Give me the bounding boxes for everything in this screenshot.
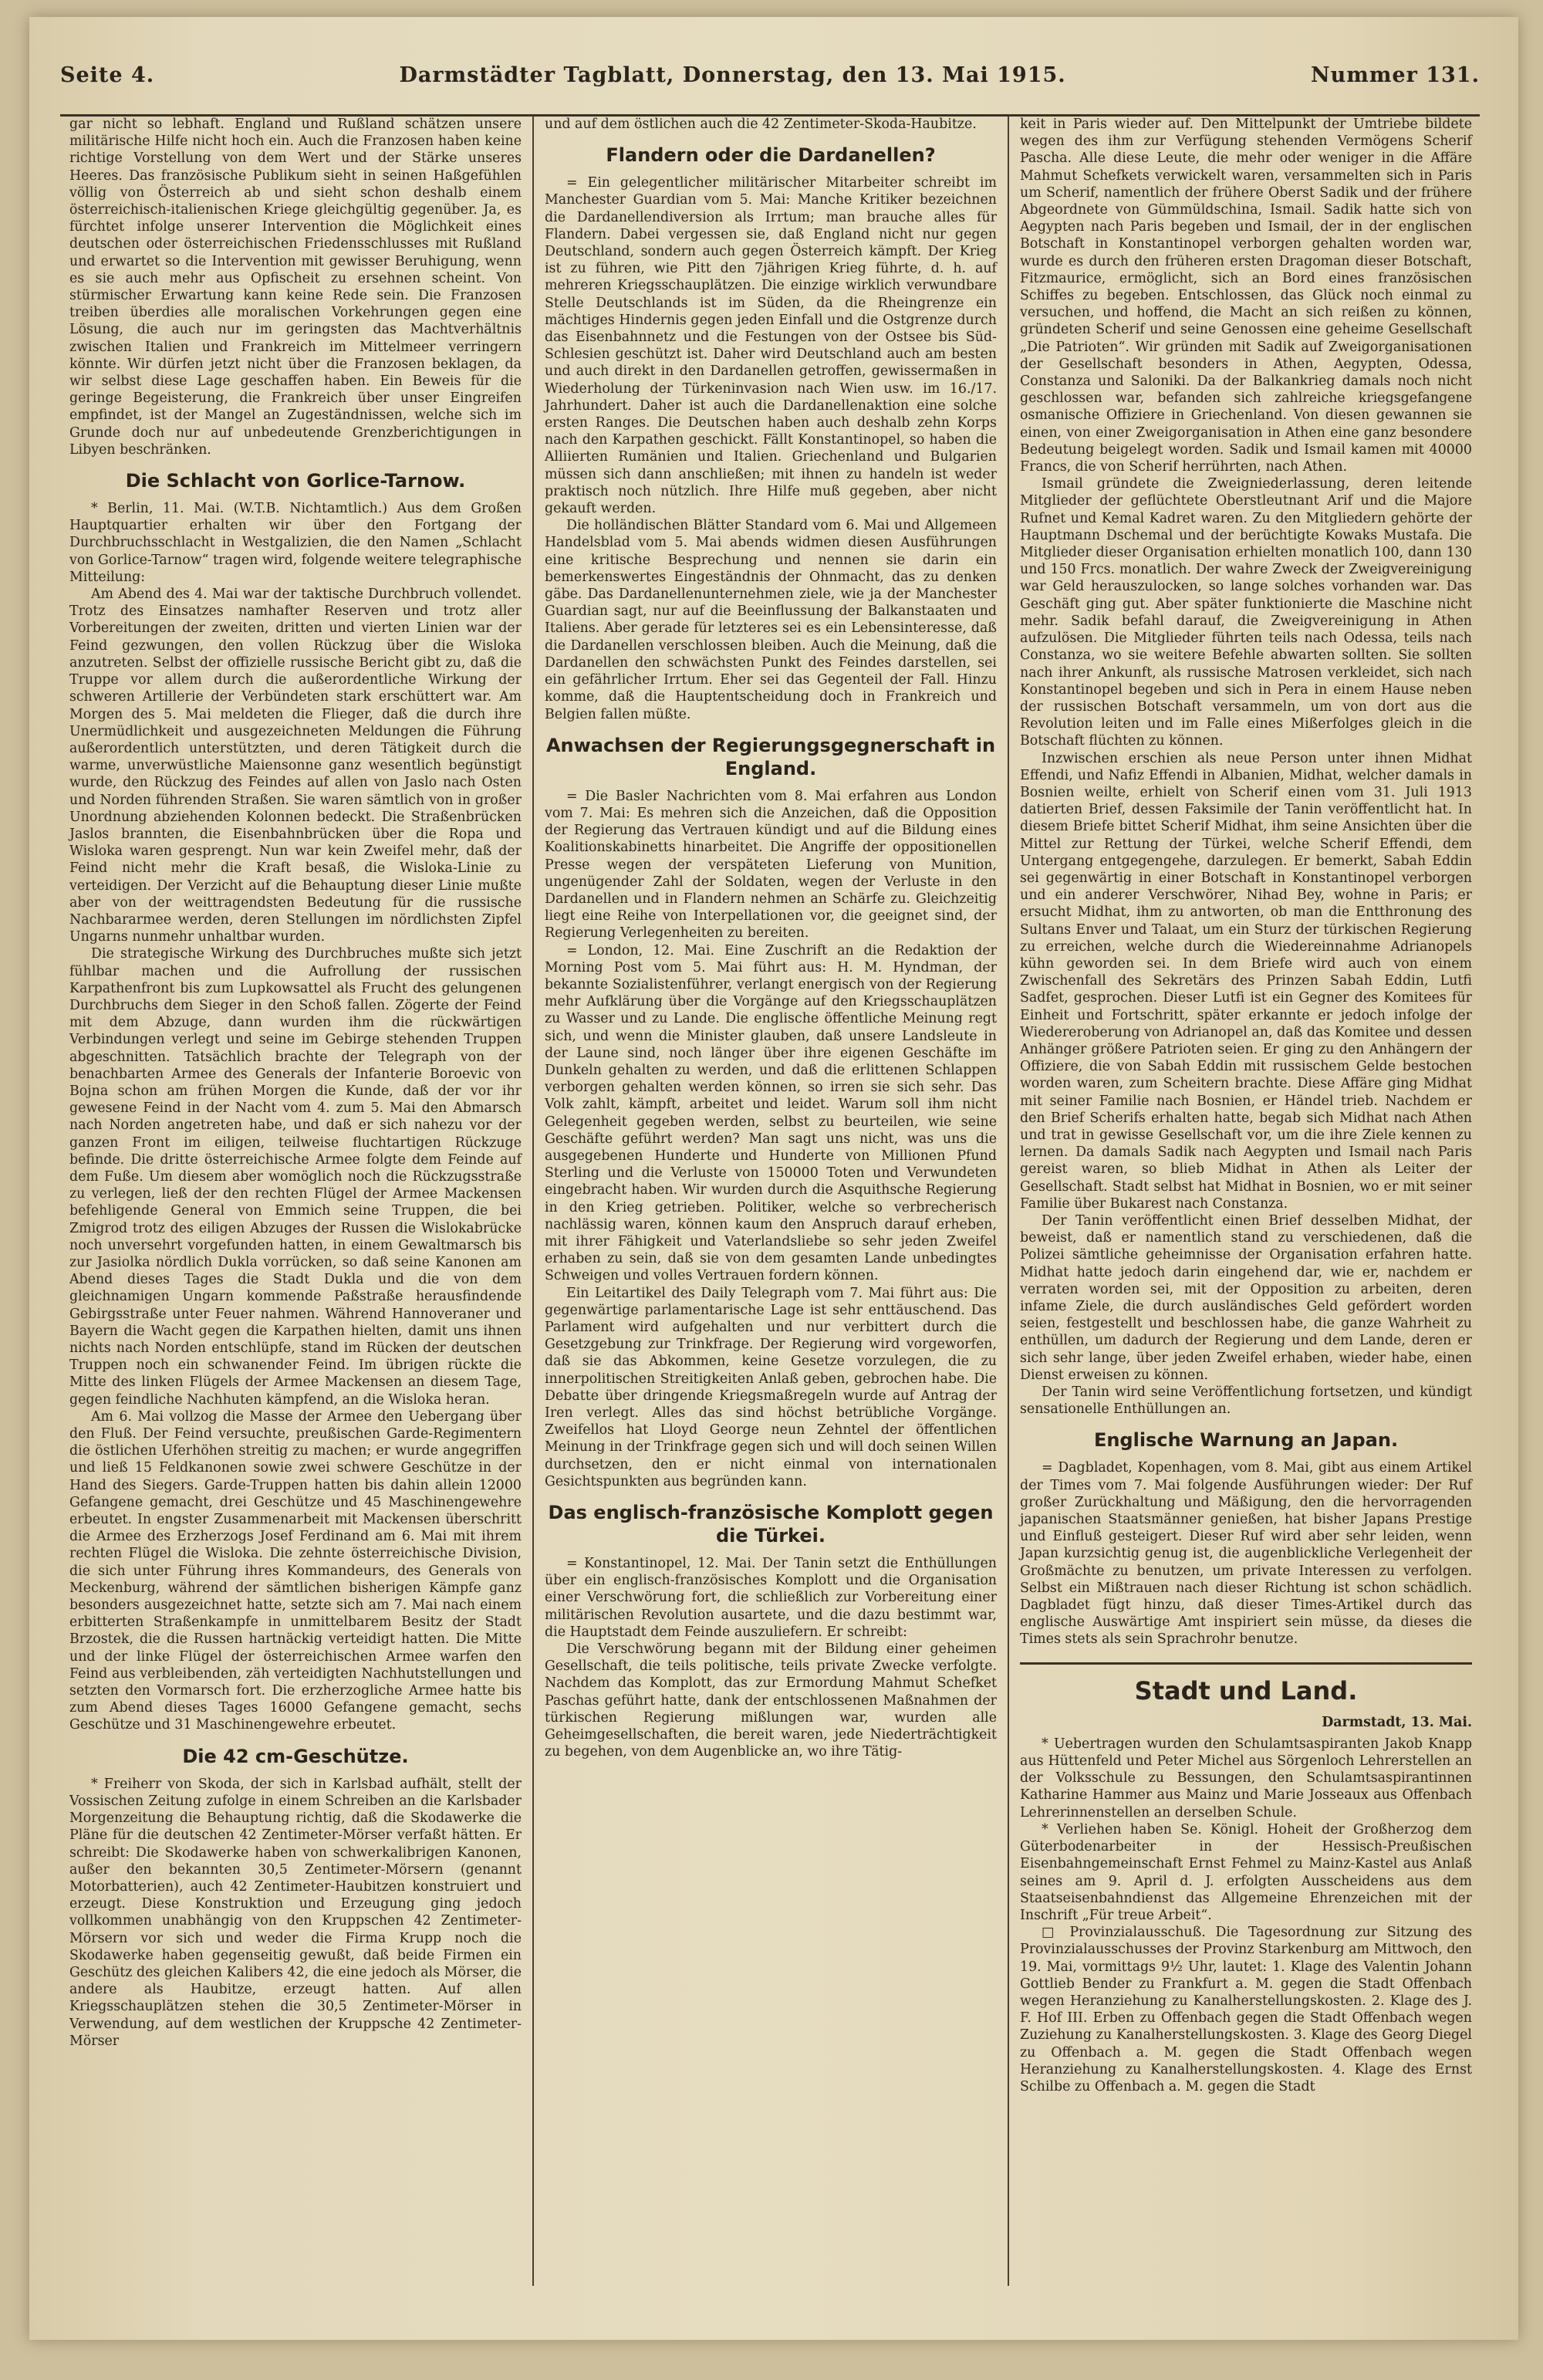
article-paragraph: Ismail gründete die Zweigniederlassung, deren leitende Mitglieder der geflüchtete Oberstleutnant Arif und die Majore Rufnet und Kemal Kadret waren. Zu den Mitgliedern gehörte der Hauptmann Dschemal und der berüchtigte Kowaks Mustafa. Die Mitglieder dieser Organisation erhielten monatlich 100, dann 130 und 150 Frcs. monatlich. Der wahre Zweck der Zweigvereinigung war Geld herauszulocken, so lange solches vorhanden war. Das Geschäft ging gut. Aber später funktionierte die Maschine nicht mehr. Sadik befahl darauf, die Zweigvereinigung in Athen aufzulösen. Die Mitglieder führten teils nach Odessa, teils nach Constanza, wo sie weitere Befehle abwarten sollten. Sie sollten nach ihrer Ankunft, als russische Matrosen verkleidet, sich nach Konstantinopel begeben und sich in Pera in einem Hause neben der russischen Botschaft versammeln, um von dort aus die Revolution leiten und im Falle eines Mißerfolges gleich in die Botschaft flüchten zu können. [1020, 476, 1472, 749]
article-paragraph: Der Tanin wird seine Veröffentlichung fortsetzen, und kündigt sensationelle Enthüllungen an. [1020, 1384, 1472, 1418]
page-number: Seite 4. [60, 63, 155, 87]
dateline: Darmstadt, 13. Mai. [1322, 1714, 1472, 1730]
article-paragraph: = Die Basler Nachrichten vom 8. Mai erfahren aus London vom 7. Mai: Es mehren sich die Anzeichen, daß die Opposition der Regierung das Vertrauen kündigt und auf die Bildung eines Koalitionskabinetts hinarbeitet. Die Angriffe der oppositionellen Presse wegen der verspäteten Lieferung von Munition, ungenügender Zahl der Soldaten, wegen der Verluste in den Dardanellen und in Flandern nehmen an Schärfe zu. Gleichzeitig liegt eine Reihe von Interpellationen vor, die geeignet sind, der Regierung Verlegenheiten zu bereiten. [545, 788, 997, 942]
headline-japan: Englische Warnung an Japan. [1093, 1429, 1399, 1452]
issue-number: Nummer 131. [1310, 63, 1480, 87]
page-header [60, 63, 1480, 117]
article-paragraph: Am 6. Mai vollzog die Masse der Armee den Uebergang über den Fluß. Der Feind versuchte, preußischen Garde-Regimentern die östlichen Uferhöhen streitig zu machen; er wurde angegriffen und ließ 15 Feldkanonen sowie zwei schwere Geschütze in der Hand des Siegers. Garde-Truppen hatten bis dahin allein 12000 Gefangene gemacht, drei Geschütze und 45 Maschinengewehre erbeutet. In engster Zusammenarbeit mit Mackensen überschritt die Armee des Erzherzogs Josef Ferdinand am 6. Mai mit ihrem rechten Flügel die Wisloka. Die zehnte österreichische Division, die sich unter Führung ihres Kommandeurs, des Generals von Meckenburg, während der sämtlichen bisherigen Kämpfe ganz besonders ausgezeichnet hatte, setzte sich am 7. Mai nach einem erbitterten Straßenkampfe in unmittelbarem Besitz der Stadt Brzostek, die die Russen hartnäckig verteidigt hatten. Die Mitte und der linke Flügel der österreichischen Armee warfen den Feind aus verbleibenden, zäh verteidigten Nachhutstellungen und setzten den Vormarsch fort. Die erzherzogliche Armee hatte bis zum Abend dieses Tages 16000 Gefangene gemacht, sechs Geschütze und 31 Maschinengewehre erbeutet. [69, 1408, 522, 1733]
article-paragraph: * Verliehen haben Se. Königl. Hoheit der Großherzog dem Güterbodenarbeiter in der Hessisch-Preußischen Eisenbahngemeinschaft Ernst Fehmel zu Mainz-Kastel aus Anlaß seines am 9. April d. J. erfolgten Ausscheidens aus dem Staatseisenbahndienst das Allgemeine Ehrenzeichen mit der Inschrift „Für treue Arbeit“. [1020, 1821, 1472, 1923]
headline-skoda: Die 42 cm-Geschütze. [182, 1745, 409, 1767]
masthead: Darmstädter Tagblatt, Donnerstag, den 13. Mai 1915. [399, 63, 1066, 87]
article-paragraph: * Berlin, 11. Mai. (W.T.B. Nichtamtlich.) Aus dem Großen Hauptquartier erhalten wir über den Fortgang der Durchbruchsschlacht in Westgalizien, die den Namen „Schlacht von Gorlice-Tarnow“ tragen wird, folgende weitere telegraphische Mitteilung: [69, 501, 522, 585]
article-paragraph: * Uebertragen wurden den Schulamtsaspiranten Jakob Knapp aus Hüttenfeld und Peter Michel aus Sörgenloch Lehrerstellen an der Volksschule zu Bessungen, den Schulamtsaspirantinnen Katharine Hammer aus Mainz und Marie Josseaux aus Offenbach Lehrerinnenstellen an derselben Schule. [1020, 1736, 1472, 1820]
headline-flandern: Flandern oder die Dardanellen? [606, 144, 936, 167]
article-paragraph: Die holländischen Blätter Standard vom 6. Mai und Allgemeen Handelsblad vom 5. Mai abends widmen diesen Ausführungen eine kritische Besprechung und nennen sie darin ein bemerkenswertes Eingeständnis der Ohnmacht, das zu denken gäbe. Das Dardanellenunternehmen ziele, wie ja der Manchester Guardian sagt, nur auf die Beeinflussung der Balkanstaaten und Italiens. Aber gerade für letzteres sei es ein Lebensinteresse, daß die Dardanellen verschlossen bleiben. Auch die Meinung, daß die Dardanellen den schwächsten Punkt des Feindes darstellen, sei ein gefährlicher Irrtum. Eher sei das Gegenteil der Fall. Hinzu komme, daß die Hauptentscheidung doch in Frankreich und Belgien fallen müßte. [545, 518, 997, 722]
article-paragraph: Inzwischen erschien als neue Person unter ihnen Midhat Effendi, und Nafiz Effendi in Albanien, Midhat, welcher damals in Bosnien weilte, erhielt von Scherif einen vom 31. Juli 1913 datierten Brief, dessen Faksimile der Tanin veröffentlicht hat. In diesem Briefe bittet Scherif Midhat, ihm seine Ansichten über die Mittel zur Rettung der Türkei, welche Scherif Effendi, dem Untergang entgegengehe, darzulegen. Er bemerkt, Sabah Eddin sei gegenwärtig in einer Botschaft in Konstantinopel verborgen und ein anderer Verschwörer, Nihad Bey, wohne in Paris; er ersucht Midhat, ihm zu antworten, ob man die Entthronung des Sultans Enver und Talaat, um ein Sturz der türkischen Regierung zu erreichen, welche durch die Wiedereinnahme Adrianopels kühn geworden sei. In dem Briefe wird auch von einem Zwischenfall des Sekretärs des Prinzen Sabah Eddin, Lutfi Sadfet, gesprochen. Dieser Lutfi ist ein Gegner des Komitees für Einheit und Fortschritt, später erkannte er jedoch infolge der Wiedereroberung von Adrianopel an, daß das Komitee und dessen Anhänger größere Patrioten seien. Er ging zu den Anhängern der Offiziere, die von Sabah Eddin mit russischem Gelde bestochen worden waren, zum Scheitern brachte. Diese Affäre ging Midhat mit seiner Familie nach Bosnien, er Händel trieb. Nachdem er den Brief Scherifs erhalten hatte, begab sich Midhat nach Athen und trat in gewisse Gesellschaft vor, um die ihre Ziele kennen zu lernen. Da damals Sadik nach Aegypten und Ismail nach Paris gereist waren, so blieb Midhat in Athen als Leiter der Gesellschaft. Stadt selbst hat Midhat in Bosnien, wo er mit seiner Familie über Bukarest nach Constanza. [1020, 750, 1472, 1212]
section-title-stadt-und-land: Stadt und Land. [1020, 1662, 1472, 1706]
article-paragraph: Am Abend des 4. Mai war der taktische Durchbruch vollendet. Trotz des Einsatzes namhafter Reserven und trotz aller Vorbereitungen der zweiten, dritten und vierten Linien war der Feind gezwungen, den vollen Rückzug über die Wisloka anzutreten. Selbst der offizielle russische Bericht gibt zu, daß die Truppe vor allem durch die außerordentliche Wirkung der schweren Artillerie der Verbündeten stark erschüttert war. Am Morgen des 5. Mai meldeten die Flieger, daß die durch ihre Unermüdlichkeit und ausgezeichneten Meldungen die Führung außerordentlich unterstützten, und deren Tätigkeit durch die warme, unverwüstliche Maiensonne ganz wesentlich begünstigt wurde, den Rückzug des Feindes auf allen von Jaslo nach Osten und Norden führenden Straßen. Sie waren sämtlich von in großer Unordnung abziehenden Kolonnen bedeckt. Die Straßenbrücken Jaslos brannten, die Eisenbahnbrücken über die Ropa und Wisloka waren gesprengt. Nun war kein Zweifel mehr, daß der Feind nicht mehr die Kraft besaß, die Wisloka-Linie zu verteidigen. Der Verzicht auf die Behauptung dieser Linie mußte aber von der weittragendsten Bedeutung für die russische Nachbararmee werden, deren Stellungen im nördlichsten Zipfel Ungarns nunmehr unhaltbar wurden. [69, 587, 522, 945]
article-paragraph: Die strategische Wirkung des Durchbruches mußte sich jetzt fühlbar machen und die Aufrollung der russischen Karpathenfront bis zum Lupkowsattel als Frucht des gelungenen Durchbruchs dem Sieger in den Schoß fallen. Zögerte der Feind mit dem Abzuge, dann wurden ihm die rückwärtigen Verbindungen verlegt und seine im Gebirge stehenden Truppen abgeschnitten. Tatsächlich brachte der Telegraph von der benachbarten Armee des Generals der Infanterie Boroevic von Bojna schon am frühen Morgen die Kunde, daß der vor ihr gewesene Feind in der Nacht vom 4. zum 5. Mai den Abmarsch nach Norden angetreten habe, und daß er sich nahezu vor der ganzen Front im eiligen, teilweise fluchtartigen Rückzuge befinde. Die dritte österreichische Armee folgte dem Feinde auf dem Fuße. Um diesem aber womöglich noch die Rückzugsstraße zu verlegen, ließ der den rechten Flügel der Armee Mackensen befehligende General von Emmich seine Truppen, die bei Zmigrod trotz des eiligen Abzuges der Russen die Wislokabrücke noch unversehrt vorgefunden hatten, in einem Gewaltmarsch bis zur Jasiolka nördlich Dukla vorrücken, so daß seine Kanonen am Abend dieses Tages die Stadt Dukla und die von dem gleichnamigen Ungarn kommende Paßstraße herausfindende Gebirgsstraße unter Feuer nahmen. Während Hannoveraner und Bayern die Wacht gegen die Karpathen hielten, damit uns ihnen nichts nach Norden entschlüpfe, stand im Rücken der deutschen Truppen noch ein schwanender Feind. Im übrigen rückte die Mitte des linken Flügels der Armee Mackensen an diesem Tage, gegen feindliche Nachhuten kämpfend, an die Wisloka heran. [69, 946, 522, 1408]
column-1 [59, 116, 532, 2286]
column-2 [532, 116, 1008, 2286]
article-paragraph: und auf dem östlichen auch die 42 Zentimeter-Skoda-Haubitze. [545, 117, 977, 132]
article-paragraph: = Ein gelegentlicher militärischer Mitarbeiter schreibt im Manchester Guardian vom 5. Mai: Manche Kritiker bezeichnen die Dardanellendiversion als Irrtum; man brauche alles für Flandern. Dabei vergessen sie, daß England nicht nur gegen Deutschland, sondern auch gegen Österreich kämpft. Der Krieg ist zu führen, wie Pitt den 7jährigen Krieg führte, d. h. auf mehreren Kriegsschauplätzen. Die einzige wirklich verwundbare Stelle Deutschlands ist im Süden, da die Rheingrenze ein mächtiges Hindernis gegen jeden Einfall und die Ostgrenze durch das Eisenbahnnetz und die Festungen von der Ostsee bis Süd-Schlesien geschützt ist. Daher wird Deutschland auch am besten und auch direkt in den Dardanellen getroffen, gewissermaßen in Wiederholung der Türkeninvasion nach Wien usw. im 16./17. Jahrhundert. Daher ist auch die Dardanellenaktion eine solche ersten Ranges. Die Deutschen haben auch deshalb zehn Korps nach den Karpathen geschickt. Fällt Konstantinopel, so haben die Alliierten Rumänien und Italien. Griechenland und Bulgarien müssen sich dann anschließen; mit ihnen zu handeln ist weder praktisch noch nützlich. Ihre Hilfe muß gegeben, aber nicht gekauft werden. [545, 175, 997, 517]
headline-komplott: Das englisch-französische Komplott gegen die Türkei. [548, 1502, 994, 1547]
article-paragraph: = Konstantinopel, 12. Mai. Der Tanin setzt die Enthüllungen über ein englisch-französisches Komplott und die Organisation einer Verschwörung fort, die schließlich zur Vorbereitung einer militärischen Revolution ausartete, und die dazu bestimmt war, die Hauptstadt dem Feinde auszuliefern. Er schreibt: [545, 1556, 997, 1640]
columns [59, 116, 1483, 2286]
headline-gorlice: Die Schlacht von Gorlice-Tarnow. [125, 470, 466, 492]
article-paragraph: Der Tanin veröffentlicht einen Brief desselben Midhat, der beweist, daß er namentlich stand zu verschiedenen, daß die Polizei sämtliche geheimnisse der Organisation erfahren hatte. Midhat hatte jedoch darin eingehend dar, wie er, nachdem er verraten worden sei, mit der Opposition zu arbeiten, deren infame Ziele, die durch ausländisches Geld gefördert worden seien, festgestellt und beschlossen habe, die ganze Wahrheit zu enthüllen, um dadurch der Regierung und dem Lande, deren er sich sehr lange, über jeden Zweifel erhaben, wieder habe, einen Dienst erweisen zu können. [1020, 1213, 1472, 1383]
column-3 [1008, 116, 1483, 2286]
newspaper-page [29, 17, 1518, 2340]
article-paragraph: keit in Paris wieder auf. Den Mittelpunkt der Umtriebe bildete wegen des ihm zur Verfügung stehenden Vermögens Scherif Pascha. Alle diese Leute, die mehr oder weniger in die Affäre Mahmut Schefkets verwickelt waren, versammelten sich in Paris um Scherif, namentlich der frühere Oberst Sadik und der frühere Abgeordnete von Gümmüldschina, Ismail. Sadik hatte sich von Aegypten nach Paris begeben und Ismail, der in der englischen Botschaft in Konstantinopel verborgen gehalten worden war, wurde es durch den früheren ersten Dragoman dieser Botschaft, Fitzmaurice, ermöglicht, sich an Bord eines französischen Schiffes zu begeben. Entschlossen, das Glück noch einmal zu versuchen, und hoffend, die Macht an sich reißen zu können, gründeten Scherif und seine Genossen eine geheime Gesellschaft „Die Patrioten“. Wir gründen mit Sadik auf Zweigorganisationen der Gesellschaft besonders in Athen, Aegypten, Odessa, Constanza und Saloniki. Da der Balkankrieg damals noch nicht geschlossen war, befanden sich zahlreiche kriegsgefangene osmanische Offiziere in Griechenland. Von diesen gewannen sie einen, von einer Zweigorganisation in Athen eine ganz besondere Bedeutung beigelegt worden. Sadik und Ismail kamen mit 40000 Francs, die von Scherif herrührten, nach Athen. [1020, 117, 1472, 475]
article-paragraph: gar nicht so lebhaft. England und Rußland schätzen unsere militärische Hilfe nicht hoch ein. Auch die Franzosen haben keine richtige Vorstellung von dem Wert und der Stärke unseres Heeres. Das französische Publikum sieht in seinen Haßgefühlen völlig von Österreich ab und sieht schon deshalb einem österreichisch-italienischen Kriege gleichgültig gegenüber. Ja, es fürchtet infolge unserer Intervention die Möglichkeit eines deutschen oder österreichischen Friedensschlusses mit Rußland und erwartet so die Intervention mit gewisser Beruhigung, wenn es sie auch mehr aus Opfischeit zu ersehnen scheint. Von stürmischer Erwartung kann keine Rede sein. Die Franzosen treiben überdies alle moralischen Vorkehrungen gegen eine Lösung, die auch nur im geringsten das Machtverhältnis zwischen Italien und Frankreich im Mittelmeer verringern könnte. Wir dürfen jetzt nicht über die Franzosen beklagen, da wir selbst diese Lage geschaffen haben. Ein Beweis für die geringe Begeisterung, die Frankreich über unser Eingreifen empfindet, ist der Mangel an Zugeständnissen, welche sich im Grunde doch nur auf unbedeutende Grenzberichtigungen in Libyen beschränken. [69, 117, 522, 458]
article-paragraph: = Dagbladet, Kopenhagen, vom 8. Mai, gibt aus einem Artikel der Times vom 7. Mai folgende Ausführungen wieder: Der Ruf großer Zurückhaltung und Mäßigung, den die hervorragenden japanischen Staatsmänner genießen, hat bisher Japans Prestige und Einfluß gesteigert. Dieser Ruf wird aber sehr leiden, wenn Japan kurzsichtig genug ist, die augenblickliche Verlegenheit der Großmächte zu benutzen, um private Interessen zu verfolgen. Selbst ein Mißtrauen nach dieser Richtung ist schon schädlich. Dagbladet fügt hinzu, daß dieser Times-Artikel durch das englische Auswärtige Amt inspiriert sein müsse, da dieses die Times stets als sein Sprachrohr benutze. [1020, 1460, 1472, 1648]
article-paragraph: Ein Leitartikel des Daily Telegraph vom 7. Mai führt aus: Die gegenwärtige parlamentarische Lage ist sehr enttäuschend. Das Parlament wird aufgehalten und nur verbittert durch die Gesetzgebung zur Trinkfrage. Der Regierung wird vorgeworfen, daß sie das Abkommen, keine Gesetze vorzulegen, die zu innerpolitischen Streitigkeiten Anlaß geben, gebrochen habe. Die Debatte über dringende Kriegsmaßregeln wurde auf Antrag der Iren verlegt. Alles das sind höchst betrübliche Vorgänge. Zweifellos hat Lloyd George neun Zehntel der öffentlichen Meinung in der Trinkfrage gegen sich und will doch seinen Willen durchsetzen, den er nicht einmal von internationalen Gesichtspunkten aus begründen kann. [545, 1285, 997, 1489]
article-paragraph: Die Verschwörung begann mit der Bildung einer geheimen Gesellschaft, die teils politische, teils private Zwecke verfolgte. Nachdem das Komplott, das zur Ermordung Mahmut Schefket Paschas geführt hatte, dank der entschlossenen Maßnahmen der türkischen Regierung mißlungen war, wurden alle Geheimgesellschaften, die bereit waren, jede Niederträchtigkeit zu begehen, von dem Augenblicke an, wo ihre Tätig- [545, 1641, 997, 1760]
article-paragraph: □ Provinzialausschuß. Die Tagesordnung zur Sitzung des Provinzialausschusses der Provinz Starkenburg am Mittwoch, den 19. Mai, vormittags 9½ Uhr, lautet: 1. Klage des Valentin Johann Gottlieb Bender zu Frankfurt a. M. gegen die Stadt Offenbach wegen Heranziehung zu Kanalherstellungskosten. 2. Klage des J. F. Hof III. Erben zu Offenbach gegen die Stadt Offenbach wegen Zuziehung zu Kanalherstellungskosten. 3. Klage des Georg Diegel zu Offenbach a. M. gegen die Stadt Offenbach wegen Heranziehung zu Kanalherstellungskosten. 4. Klage des Ernst Schilbe zu Offenbach a. M. gegen die Stadt [1020, 1925, 1472, 2094]
headline-anwachsen: Anwachsen der Regierungsgegnerschaft in England. [545, 734, 996, 779]
article-paragraph: * Freiherr von Skoda, der sich in Karlsbad aufhält, stellt der Vossischen Zeitung zufolge in einem Schreiben an die Karlsbader Morgenzeitung die Behauptung richtig, daß die Skodawerke die Pläne für die deutschen 42 Zentimeter-Mörser verfaßt hätten. Er schreibt: Die Skodawerke haben von schwerkalibrigen Kanonen, außer den bekannten 30,5 Zentimeter-Mörsern (genannt Motorbatterien), auch 42 Zentimeter-Haubitzen konstruiert und erzeugt. Diese Konstruktion und Erzeugung ging jedoch vollkommen unabhängig von den Kruppschen 42 Zentimeter-Mörsern vor sich und weder die Firma Krupp noch die Skodawerke haben gegenseitig gewußt, daß beide Firmen ein Geschütz des gleichen Kalibers 42, die eine jedoch als Mörser, die andere als Haubitze, erzeugt hatten. Auf allen Kriegsschauplätzen stehen die 30,5 Zentimeter-Mörser in Verwendung, auf dem westlichen der Kruppsche 42 Zentimeter-Mörser [69, 1776, 522, 2049]
article-paragraph: = London, 12. Mai. Eine Zuschrift an die Redaktion der Morning Post vom 5. Mai führt aus: H. M. Hyndman, der bekannte Sozialistenführer, verlangt energisch von der Regierung mehr Aufklärung über die Vorgänge auf den Kriegsschauplätzen zu Wasser und zu Lande. Die englische öffentliche Meinung regt sich, und wenn die Minister glauben, daß unsere Landsleute in der Laune sind, noch länger über ihre eigenen Geschäfte im Dunkeln gehalten zu werden, und daß die erlittenen Schlappen verborgen gehalten werden können, so irren sie sich sehr. Das Volk zahlt, kämpft, arbeitet und leidet. Warum soll ihm nicht Gelegenheit gegeben werden, selbst zu beurteilen, wie seine Geschäfte geführt werden? Man sagt uns nicht, was uns die ausgegebenen Hunderte und Hunderte von Millionen Pfund Sterling und die Verluste von 150000 Toten und Verwundeten eingebracht haben. Wir wurden durch die Asquithsche Regierung in den Krieg getrieben. Politiker, welche so verbrecherisch nachlässig waren, können kaum den Anspruch darauf erheben, mit ihrer Fähigkeit und Vaterlandsliebe so sehr jeden Zweifel erhaben zu sein, daß sie von dem gesamten Lande unbedingtes Schweigen und volles Vertrauen fordern können. [545, 942, 997, 1284]
